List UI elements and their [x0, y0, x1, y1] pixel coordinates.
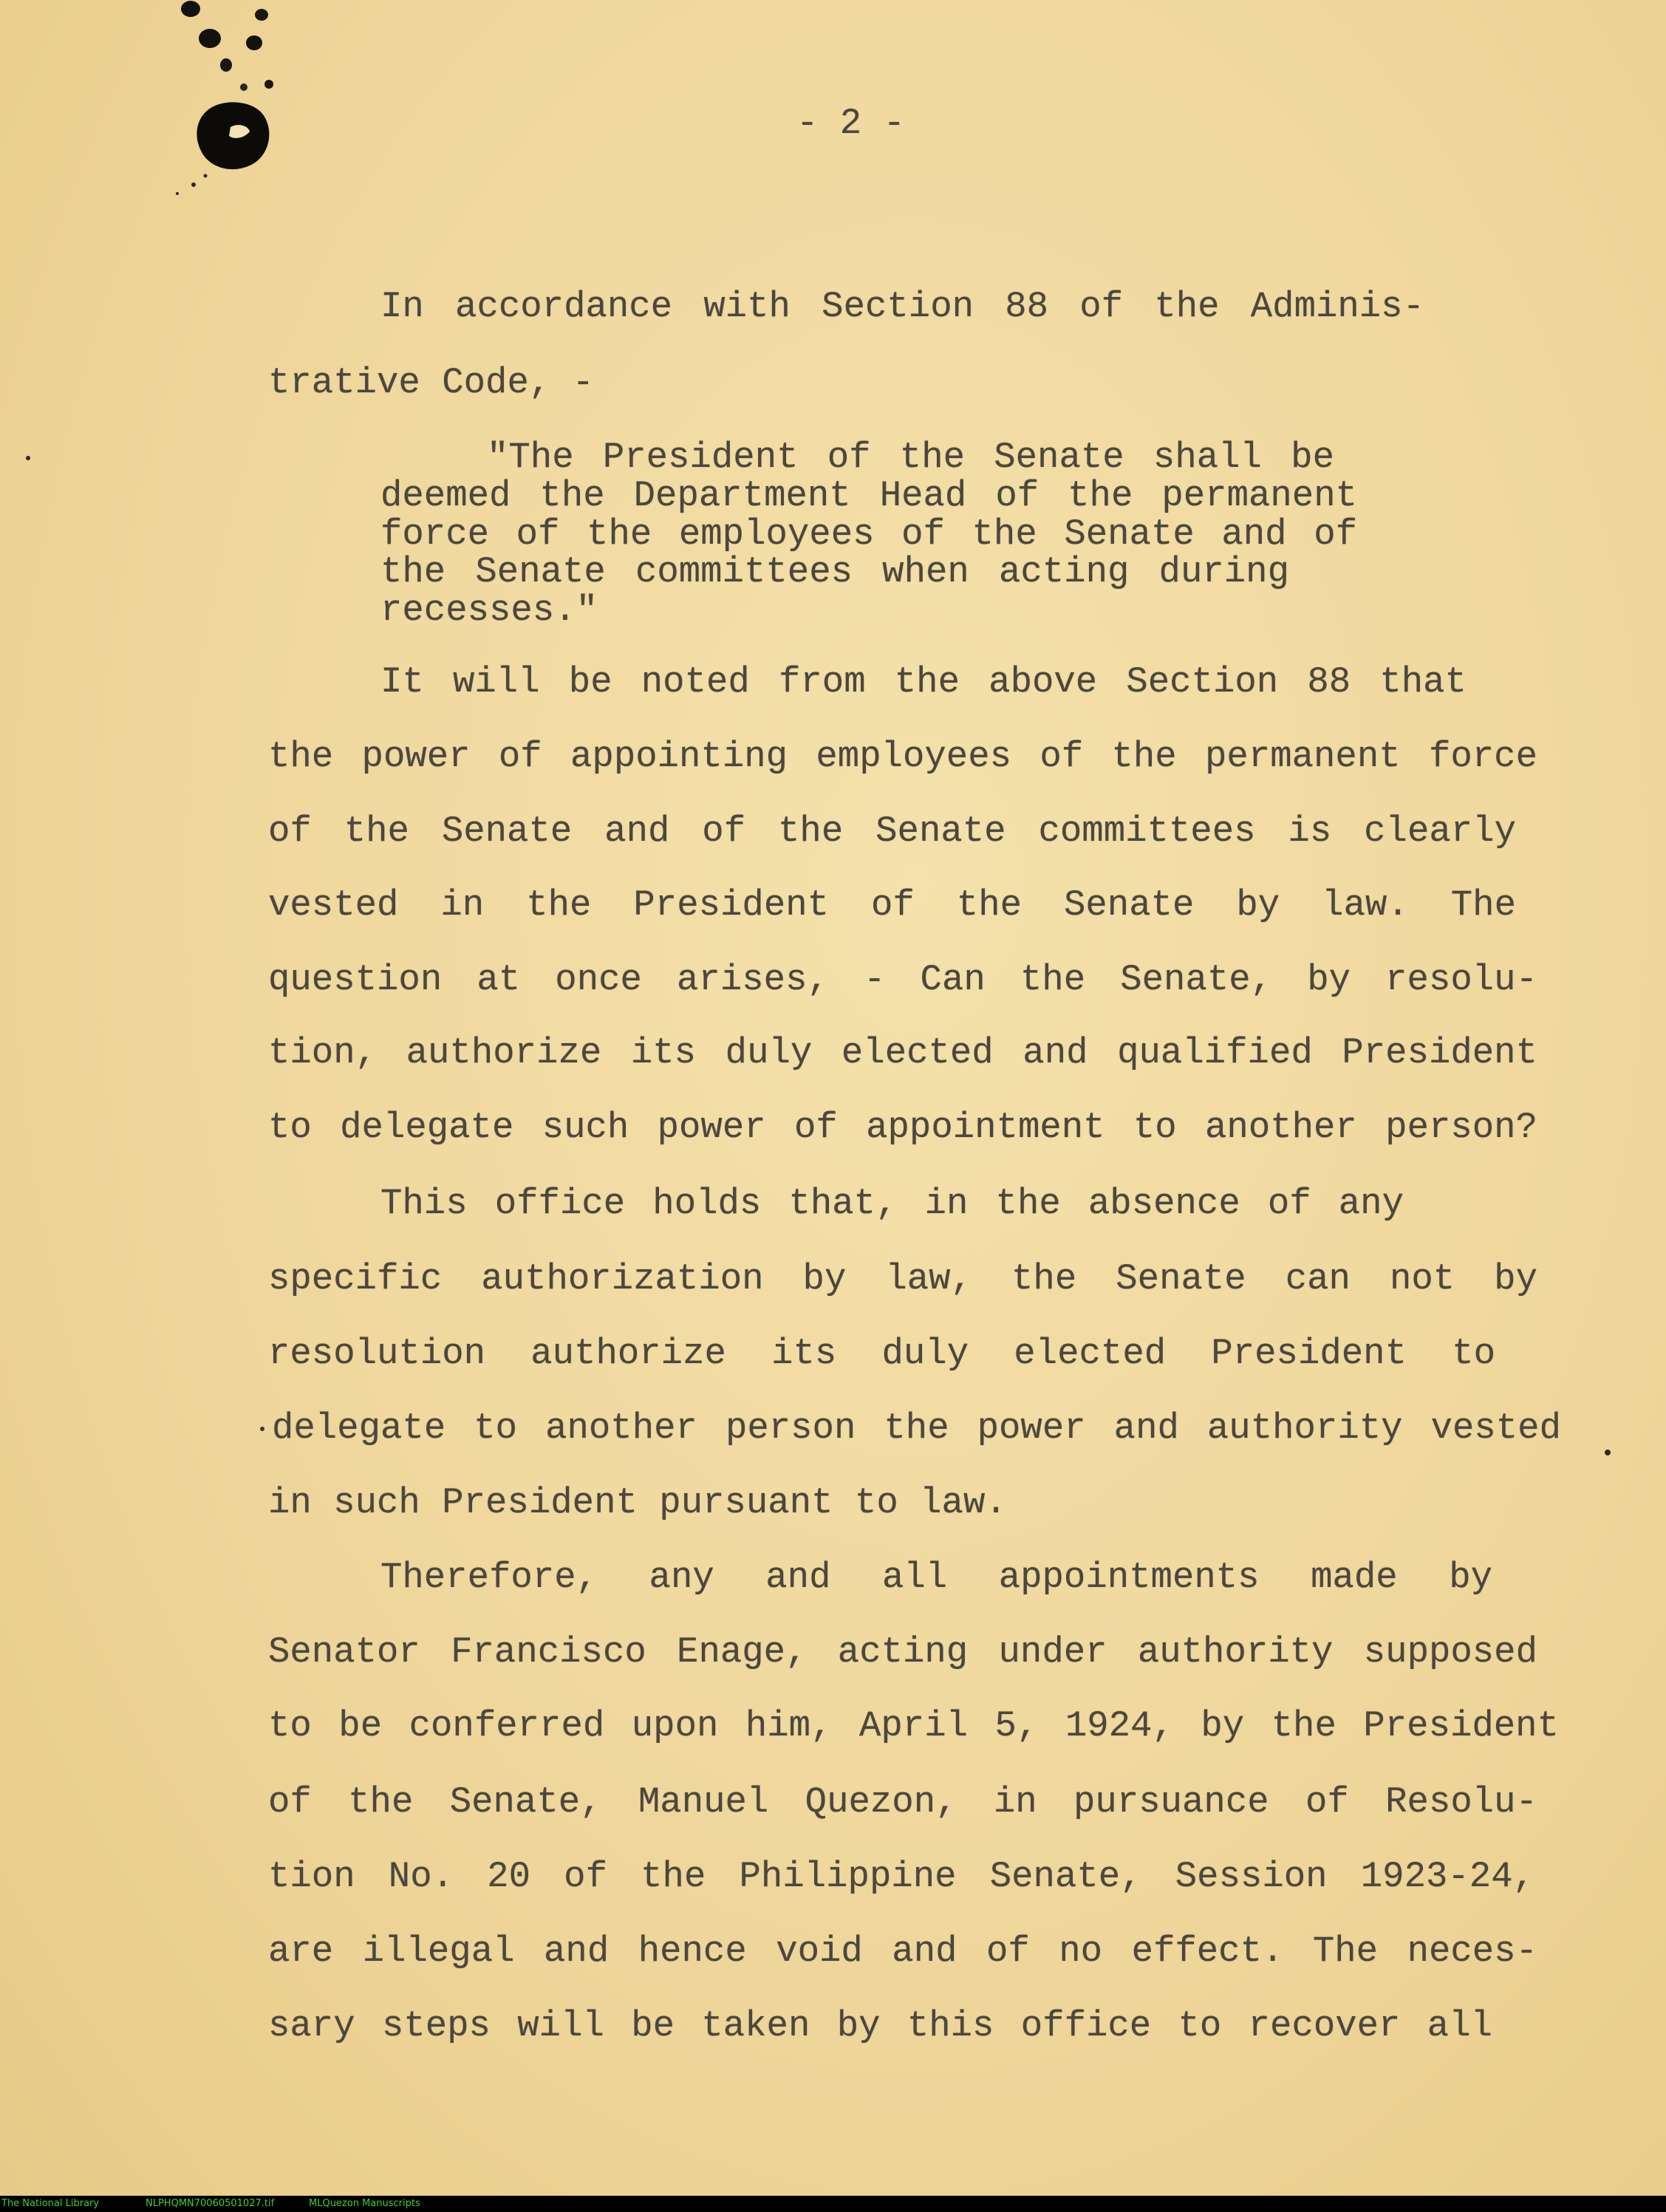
- footer-collection: MLQuezon Manuscripts: [309, 2198, 420, 2209]
- quote-line: deemed the Department Head of the permanent: [380, 475, 1357, 516]
- text-line: of the Senate, Manuel Quezon, in pursuance of Resolu-: [268, 1781, 1537, 1823]
- text-line: It will be noted from the above Section 88 that: [380, 661, 1467, 703]
- ink-spot: [264, 80, 273, 89]
- text-line: in such President pursuant to law.: [268, 1482, 1007, 1523]
- text-line: sary steps will be taken by this office to recover all: [268, 2005, 1492, 2047]
- text-line: of the Senate and of the Senate committees is clearly: [268, 810, 1516, 852]
- quote-line: force of the employees of the Senate and of: [380, 513, 1357, 555]
- quote-line: the Senate committees when acting during: [380, 551, 1289, 593]
- ink-spot: [199, 29, 221, 48]
- ink-speck: [260, 1427, 264, 1431]
- text-line: trative Code, -: [268, 362, 595, 403]
- ink-blot-highlight: [229, 125, 250, 138]
- text-line: tion, authorize its duly elected and qualified President: [268, 1032, 1537, 1073]
- ink-speck: [191, 182, 196, 187]
- quote-line: recesses.": [380, 590, 598, 631]
- text-line: resolution authorize its duly elected President to: [268, 1333, 1495, 1374]
- text-line: question at once arises, - Can the Senate, by resolu-: [268, 959, 1537, 1000]
- ink-speck: [176, 192, 179, 195]
- footer-library: The National Library: [1, 2198, 100, 2209]
- ink-spot: [240, 83, 247, 91]
- text-line: Senator Francisco Enage, acting under authority supposed: [268, 1631, 1537, 1673]
- text-line: the power of appointing employees of the permanent force: [268, 736, 1537, 777]
- text-line: Therefore, any and all appointments made by: [380, 1557, 1492, 1598]
- ink-blot: [197, 102, 269, 169]
- text-line: vested in the President of the Senate by law. The: [268, 884, 1516, 926]
- ink-speck: [1605, 1450, 1611, 1455]
- ink-speck: [26, 456, 30, 460]
- ink-spot: [181, 1, 200, 17]
- text-line: delegate to another person the power and authority vested: [272, 1407, 1561, 1449]
- text-line: tion No. 20 of the Philippine Senate, Session 1923-24,: [268, 1856, 1534, 1897]
- text-line: This office holds that, in the absence of any: [380, 1183, 1404, 1224]
- text-line: specific authorization by law, the Senate can not by: [268, 1258, 1537, 1300]
- ink-spot: [220, 58, 232, 72]
- text-line: to be conferred upon him, April 5, 1924, by the President: [268, 1705, 1559, 1747]
- ink-spot: [255, 9, 268, 21]
- page-number: - 2 -: [796, 103, 906, 144]
- text-line: In accordance with Section 88 of the Adminis-: [380, 286, 1424, 327]
- ink-speck: [204, 174, 208, 178]
- footer-filename: NLPHQMN70060501027.tif: [146, 2198, 275, 2209]
- ink-spot: [246, 35, 262, 50]
- scan-footer-bar: [0, 2196, 1666, 2212]
- text-line: are illegal and hence void and of no effect. The neces-: [268, 1931, 1537, 1972]
- quote-line: "The President of the Senate shall be: [487, 437, 1334, 478]
- text-line: to delegate such power of appointment to another person?: [268, 1107, 1537, 1148]
